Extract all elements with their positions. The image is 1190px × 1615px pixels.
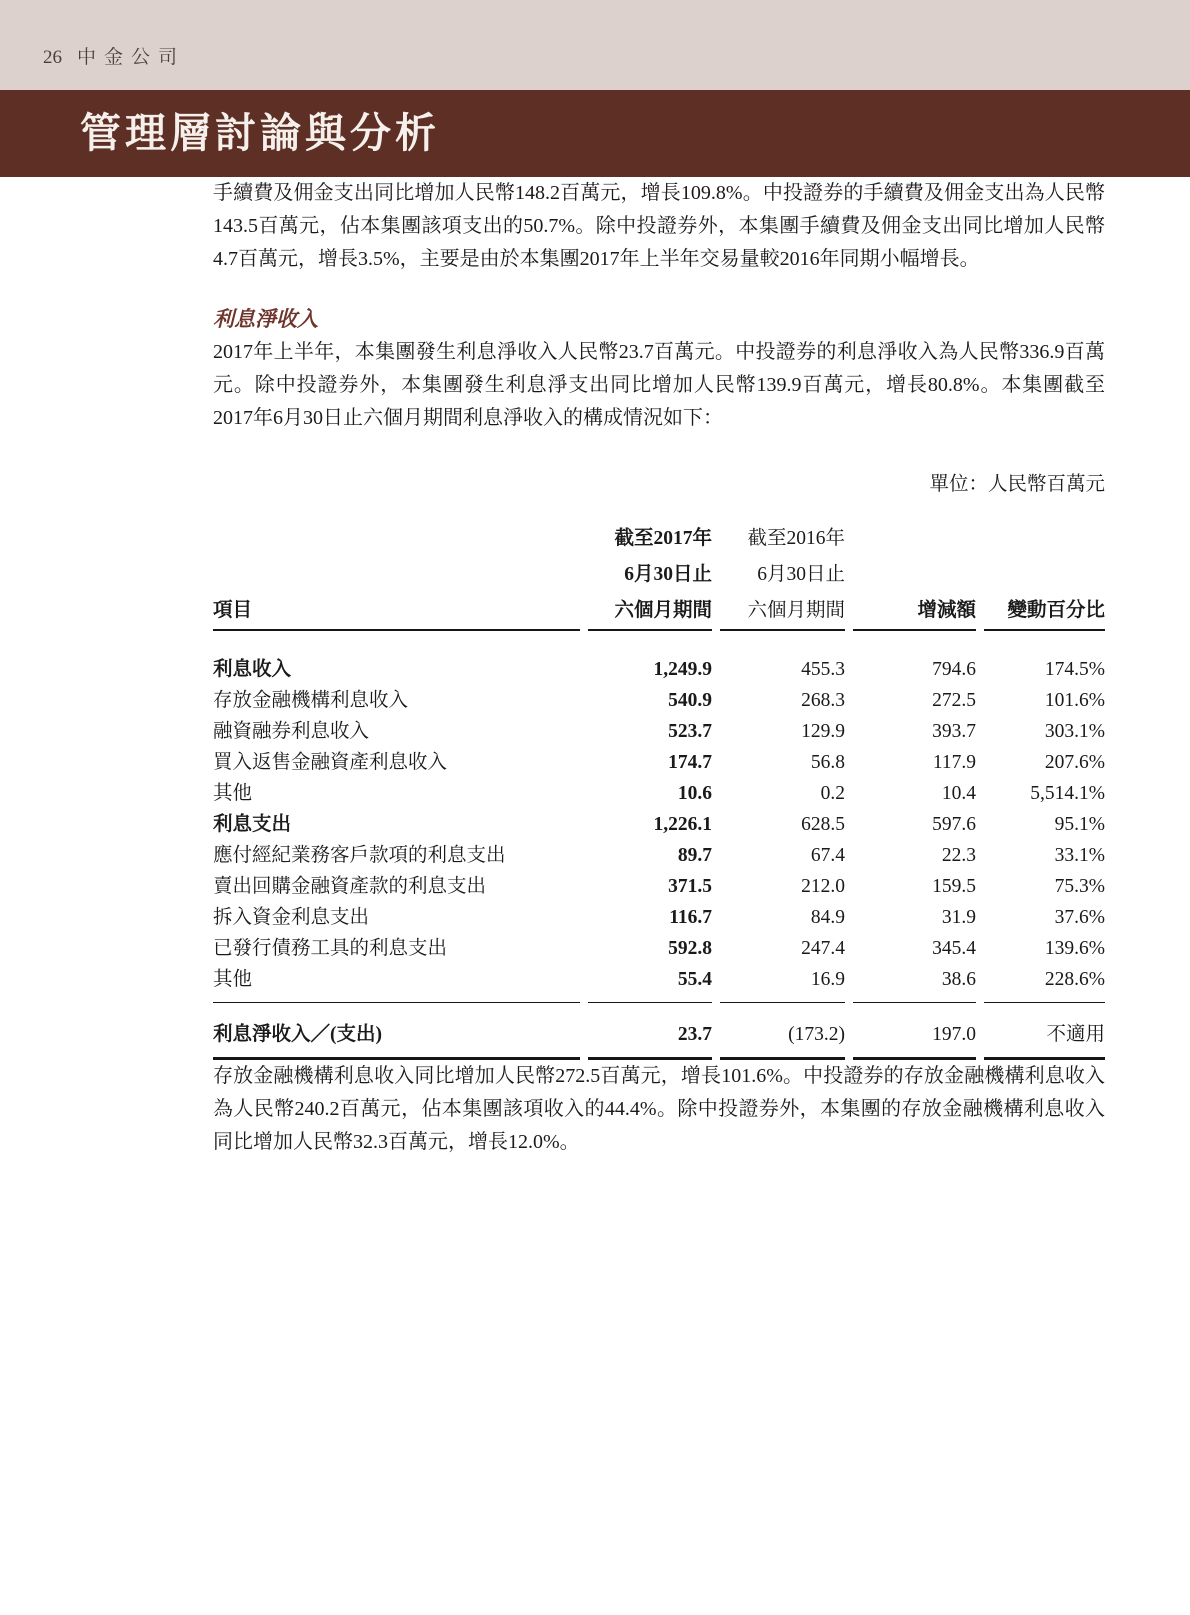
row-label: 利息收入 bbox=[213, 659, 292, 680]
value-2017: 89.7 bbox=[677, 845, 712, 866]
value-2017: 174.7 bbox=[668, 752, 712, 773]
paragraph-fee-commission: 手續費及佣金支出同比增加人民幣148.2百萬元，增長109.8%。中投證券的手續費及佣金支出為人民幣143.5百萬元，佔本集團該項支出的50.7%。除中投證券外，本集團手續費及佣金支出同比增加人民幣4.7百萬元，增長3.5%，主要是由於本集團2017年上半年交易量較2016年同期小幅增長。 bbox=[213, 182, 1105, 270]
value-2016: 129.9 bbox=[801, 721, 845, 742]
value-delta: 117.9 bbox=[932, 752, 976, 773]
value-2017: 116.7 bbox=[669, 907, 712, 928]
table-header-row bbox=[213, 521, 1105, 631]
value-pct: 95.1% bbox=[1054, 814, 1105, 835]
row-label: 融資融券利息收入 bbox=[213, 721, 370, 742]
value-delta: 159.5 bbox=[932, 876, 976, 897]
column-header-delta: 增減額 bbox=[853, 521, 976, 631]
value-2017: 540.9 bbox=[668, 690, 712, 711]
value-delta: 22.3 bbox=[941, 845, 976, 866]
table-row bbox=[213, 778, 1105, 809]
value-pct: 303.1% bbox=[1044, 721, 1105, 742]
table-total-row bbox=[213, 1003, 1105, 1060]
value-delta: 31.9 bbox=[941, 907, 976, 928]
table-row bbox=[213, 933, 1105, 964]
unit-label: 單位：人民幣百萬元 bbox=[929, 474, 1105, 495]
main-content bbox=[0, 177, 1190, 1159]
value-2016: 268.3 bbox=[801, 690, 845, 711]
row-label: 應付經紀業務客戶款項的利息支出 bbox=[213, 845, 506, 866]
table-row bbox=[213, 685, 1105, 716]
section-heading-net-interest: 利息淨收入 bbox=[213, 307, 318, 331]
table-row bbox=[213, 964, 1105, 1003]
value-2017: 55.4 bbox=[588, 964, 712, 1003]
total-2016: (173.2) bbox=[720, 1003, 845, 1060]
value-delta: 38.6 bbox=[853, 964, 976, 1003]
column-header-item: 項目 bbox=[213, 521, 580, 631]
value-2017: 1,226.1 bbox=[653, 814, 712, 835]
value-2017: 523.7 bbox=[668, 721, 712, 742]
value-2017: 592.8 bbox=[668, 938, 712, 959]
value-2016: 0.2 bbox=[820, 783, 845, 804]
table-row bbox=[213, 809, 1105, 840]
value-2016: 16.9 bbox=[720, 964, 845, 1003]
value-delta: 272.5 bbox=[932, 690, 976, 711]
value-pct: 37.6% bbox=[1054, 907, 1105, 928]
value-2017: 1,249.9 bbox=[653, 659, 712, 680]
value-pct: 75.3% bbox=[1054, 876, 1105, 897]
value-2016: 84.9 bbox=[810, 907, 845, 928]
value-pct: 228.6% bbox=[984, 964, 1105, 1003]
row-label: 拆入資金利息支出 bbox=[213, 907, 370, 928]
value-2017: 371.5 bbox=[668, 876, 712, 897]
row-label: 存放金融機構利息收入 bbox=[213, 690, 409, 711]
table-row bbox=[213, 631, 1105, 685]
value-pct: 101.6% bbox=[1044, 690, 1105, 711]
value-2016: 56.8 bbox=[810, 752, 845, 773]
value-2016: 212.0 bbox=[801, 876, 845, 897]
value-2016: 628.5 bbox=[801, 814, 845, 835]
column-header-2016-period: 截至2016年 6月30日止 六個月期間 bbox=[720, 521, 845, 631]
total-delta: 197.0 bbox=[853, 1003, 976, 1060]
total-2017: 23.7 bbox=[588, 1003, 712, 1060]
table-row bbox=[213, 840, 1105, 871]
row-label: 利息支出 bbox=[213, 814, 292, 835]
net-interest-table bbox=[205, 521, 1113, 1060]
value-delta: 10.4 bbox=[941, 783, 976, 804]
value-2016: 247.4 bbox=[801, 938, 845, 959]
table-row bbox=[213, 902, 1105, 933]
paragraph-net-interest-intro: 2017年上半年，本集團發生利息淨收入人民幣23.7百萬元。中投證券的利息淨收入為人民幣336.9百萬元。除中投證券外，本集團發生利息淨支出同比增加人民幣139.9百萬元，增長80.8%。本集團截至2017年6月30日止六個月期間利息淨收入的構成情況如下： bbox=[213, 341, 1105, 429]
value-delta: 345.4 bbox=[932, 938, 976, 959]
section-banner bbox=[0, 90, 1190, 177]
row-label: 已發行債務工具的利息支出 bbox=[213, 938, 448, 959]
column-header-2017-period: 截至2017年 6月30日止 六個月期間 bbox=[588, 521, 712, 631]
row-label: 其他 bbox=[213, 783, 253, 804]
value-delta: 393.7 bbox=[932, 721, 976, 742]
column-header-pct: 變動百分比 bbox=[984, 521, 1105, 631]
value-pct: 5,514.1% bbox=[1030, 783, 1105, 804]
value-pct: 207.6% bbox=[1044, 752, 1105, 773]
value-pct: 174.5% bbox=[1044, 659, 1105, 680]
page-header bbox=[0, 0, 1190, 90]
table-row bbox=[213, 871, 1105, 902]
value-pct: 139.6% bbox=[1044, 938, 1105, 959]
page-title: 管理層討論與分析 bbox=[80, 110, 440, 156]
row-label: 其他 bbox=[213, 964, 580, 1003]
value-2016: 455.3 bbox=[801, 659, 845, 680]
table-row bbox=[213, 747, 1105, 778]
row-label: 賣出回購金融資產款的利息支出 bbox=[213, 876, 487, 897]
page-number: 26 bbox=[43, 47, 62, 68]
row-label: 買入返售金融資產利息收入 bbox=[213, 752, 448, 773]
value-2017: 10.6 bbox=[677, 783, 712, 804]
value-delta: 597.6 bbox=[932, 814, 976, 835]
total-label: 利息淨收入／(支出) bbox=[213, 1003, 580, 1060]
value-2016: 67.4 bbox=[810, 845, 845, 866]
paragraph-deposits-interest: 存放金融機構利息收入同比增加人民幣272.5百萬元，增長101.6%。中投證券的存放金融機構利息收入為人民幣240.2百萬元，佔本集團該項收入的44.4%。除中投證券外，本集團的存放金融機構利息收入同比增加人民幣32.3百萬元，增長12.0%。 bbox=[213, 1065, 1105, 1153]
total-pct: 不適用 bbox=[984, 1003, 1105, 1060]
table-row bbox=[213, 716, 1105, 747]
value-delta: 794.6 bbox=[932, 659, 976, 680]
value-pct: 33.1% bbox=[1054, 845, 1105, 866]
company-name: 中金公司 bbox=[77, 47, 186, 68]
